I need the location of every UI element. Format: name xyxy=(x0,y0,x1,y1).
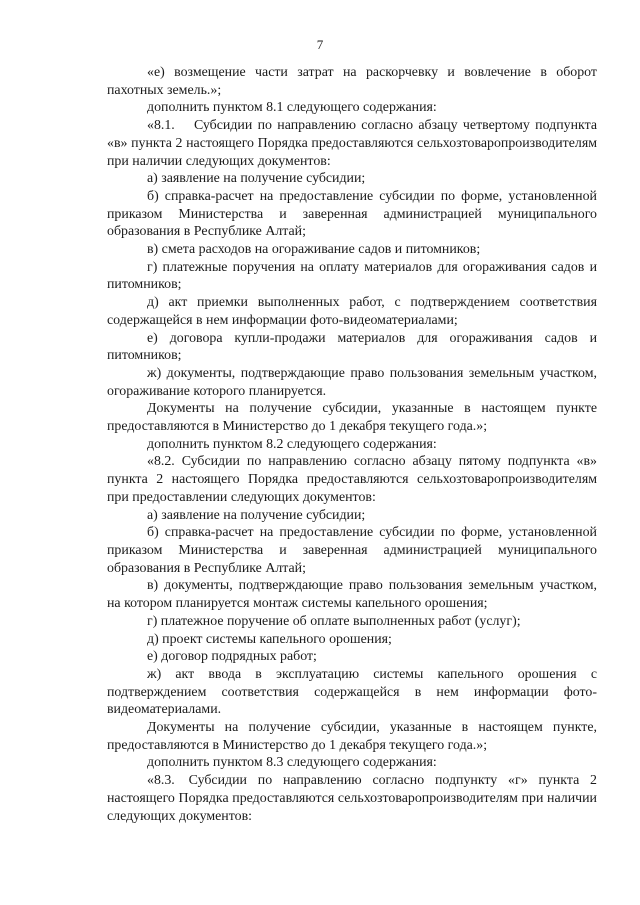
paragraph-amend-8-1: дополнить пунктом 8.1 следующего содержания: xyxy=(147,100,437,116)
paragraph-8-1: «8.1. Субсидии по направлению согласно абзацу четвертому подпункта «в» пункта 2 настоящего Порядка предоставляются сельхозтоваропроизводителям при наличии следующих документов: xyxy=(107,118,597,169)
paragraph-subpoint-e: «е) возмещение части затрат на раскорчевку и вовлечение в оборот пахотных земель.»; xyxy=(107,65,597,98)
list-item: д) проект системы капельного орошения; xyxy=(147,631,392,647)
list-item: б) справка-расчет на предоставление субсидии по форме, установленной приказом Министерства и заверенная администрацией муниципального образования в Республике Алтай; xyxy=(107,525,597,576)
paragraph-deadline-8-2: Документы на получение субсидии, указанные в настоящем пункте, предоставляются в Министерство до 1 декабря текущего года.»; xyxy=(107,720,597,753)
document-body xyxy=(107,64,597,825)
paragraph-deadline-8-1: Документы на получение субсидии, указанные в настоящем пункте предоставляются в Министерство до 1 декабря текущего года.»; xyxy=(107,401,597,435)
list-item: в) документы, подтверждающие право пользования земельным участком, на котором планируется монтаж системы капельного орошения; xyxy=(107,578,597,612)
list-item: г) платежное поручение об оплате выполненных работ (услуг); xyxy=(147,613,521,629)
paragraph-8-3: «8.3. Субсидии по направлению согласно подпункту «г» пункта 2 настоящего Порядка предоставляются сельхозтоваропроизводителям при наличии следующих документов: xyxy=(107,773,597,824)
list-item: е) договор подрядных работ; xyxy=(147,649,317,665)
list-item: а) заявление на получение субсидии; xyxy=(147,171,366,187)
page-number: 7 xyxy=(316,37,324,52)
paragraph-amend-8-2: дополнить пунктом 8.2 следующего содержания: xyxy=(147,436,437,452)
list-item: г) платежные поручения на оплату материалов для огораживания садов и питомников; xyxy=(107,259,597,293)
list-item: б) справка-расчет на предоставление субсидии по форме, установленной приказом Министерства и заверенная администрацией муниципального образования в Республике Алтай; xyxy=(107,188,597,240)
list-item: д) акт приемки выполненных работ, с подтверждением соответствия содержащейся в нем информации фото-видеоматериалами; xyxy=(107,295,597,328)
list-item: ж) акт ввода в эксплуатацию системы капельного орошения с подтверждением соответствия содержащейся в нем информации фото-видеоматериалами. xyxy=(107,666,597,718)
paragraph-8-2: «8.2. Субсидии по направлению согласно абзацу пятому подпункта «в» пункта 2 настоящего Порядка предоставляются сельхозтоваропроизводителям при предоставлении следующих документов: xyxy=(107,454,597,505)
list-item: в) смета расходов на огораживание садов и питомников; xyxy=(147,242,481,258)
list-item: е) договора купли-продажи материалов для огораживания садов и питомников; xyxy=(107,330,597,364)
list-item: ж) документы, подтверждающие право пользования земельным участком, огораживание которого планируется. xyxy=(107,365,597,399)
list-item: а) заявление на получение субсидии; xyxy=(147,507,366,523)
paragraph-amend-8-3: дополнить пунктом 8.3 следующего содержания: xyxy=(147,755,437,771)
